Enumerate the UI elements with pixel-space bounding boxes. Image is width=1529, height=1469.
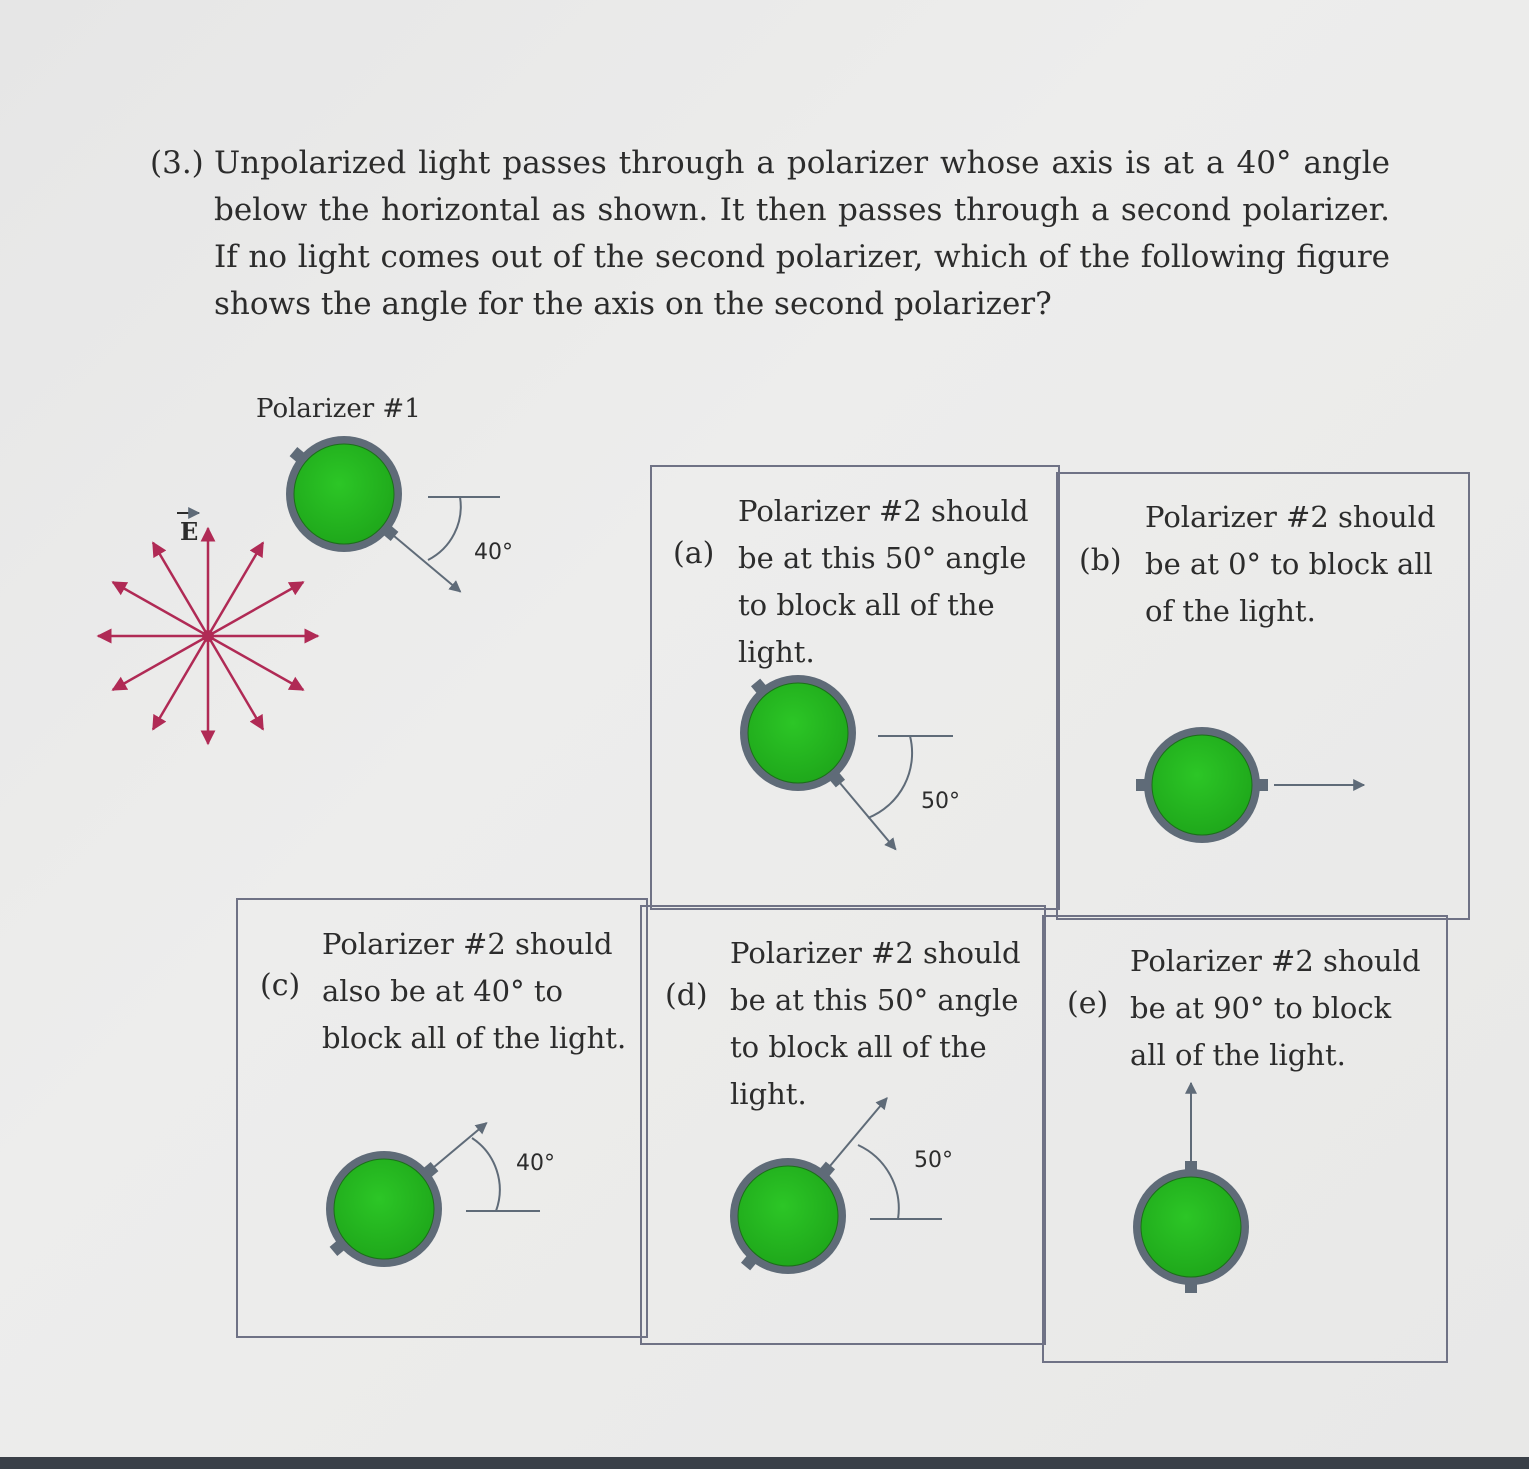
option-e-polarizer-icon [1133,1083,1249,1293]
polarizer-1-angle-label: 40° [474,540,513,565]
field-arrow [208,636,263,729]
field-arrow [113,582,208,636]
option-d-letter: (d) [665,978,708,1013]
option-d-angle-label: 50° [914,1148,953,1173]
option-c-angle-label: 40° [516,1151,555,1176]
option-b-text: Polarizer #2 should be at 0° to block all of the light. [1145,500,1436,628]
option-a-angle-arc [868,736,912,818]
polarizer-axis-arrow [391,534,460,592]
polarizer-face [294,444,394,544]
field-origin-dot [202,630,214,642]
option-d-text: Polarizer #2 should be at this 50° angle to block all of the light. [730,936,1021,1111]
option-c-text: Polarizer #2 should also be at 40° to block all of the light. [322,927,627,1055]
field-arrow [208,582,303,636]
polarizer-axis-arrow [838,780,896,849]
polarizer-face [738,1166,838,1266]
option-c-polarizer-icon [326,1123,487,1267]
field-arrow [113,636,208,690]
option-c-angle-arc [472,1138,500,1211]
unpolarized-light-icon [98,528,318,744]
polarizer-face [748,683,848,783]
option-a-angle-label: 50° [921,789,960,814]
option-d-angle-arc [858,1145,899,1219]
field-label: E [180,517,199,546]
polarizer-axis-arrow [433,1123,487,1168]
option-e-text: Polarizer #2 should be at 90° to block all of the light. [1130,944,1421,1072]
polarizer-axis-arrow [829,1098,887,1167]
option-b-polarizer-icon [1136,727,1364,843]
screen-bezel [0,1457,1529,1469]
polarizer-1-label: Polarizer #1 [256,394,421,424]
field-arrow [208,636,303,690]
polarizer-face [334,1159,434,1259]
question-body: Unpolarized light passes through a polarizer whose axis is at a 40° angle below the horizontal as shown. It then passes through a second polarizer. If no light comes out of the second polarizer, which of the following figure shows the angle for the axis on the second polarizer? [214,145,1390,322]
polarizer-1-angle-arc [428,497,461,560]
option-e-letter: (e) [1067,986,1109,1021]
field-arrow [153,636,208,729]
option-a-polarizer-icon [740,675,896,849]
field-arrow [153,543,208,636]
option-c-letter: (c) [260,968,301,1003]
question-number: (3.) [150,145,204,181]
option-a-letter: (a) [673,536,715,571]
polarizer-1-icon [286,436,460,592]
polarizer-tab [1136,779,1148,791]
option-d-polarizer-icon [730,1098,887,1274]
polarizer-tab [1185,1281,1197,1293]
polarizer-tab [1256,779,1268,791]
field-arrow [208,543,263,636]
polarizer-face [1152,735,1252,835]
polarizer-tab [1185,1161,1197,1173]
polarizer-face [1141,1177,1241,1277]
option-b-letter: (b) [1079,543,1122,578]
option-a-text: Polarizer #2 should be at this 50° angle to block all of the light. [738,494,1029,669]
